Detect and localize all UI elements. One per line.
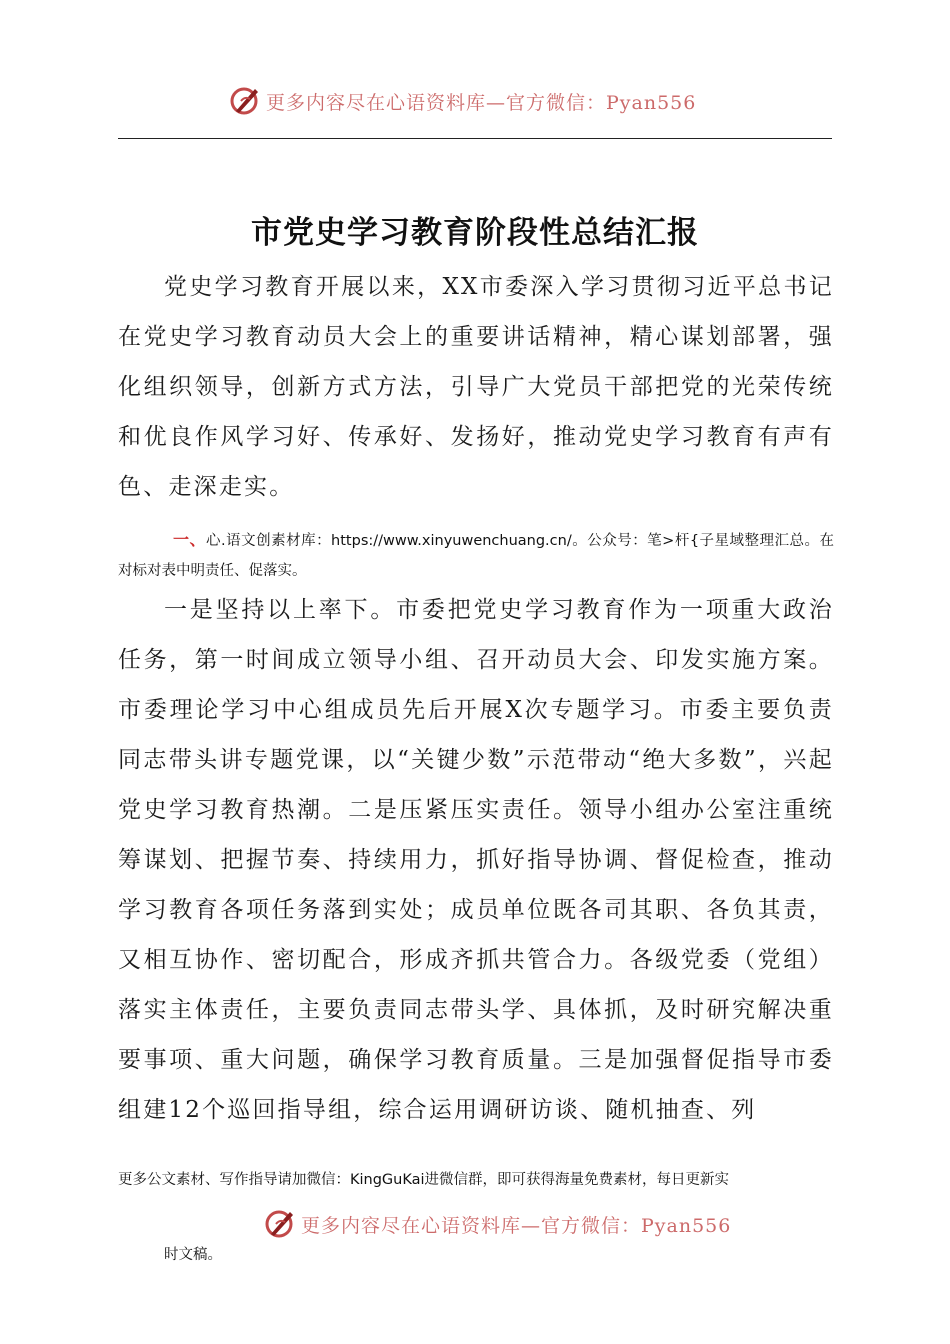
document-title: 市党史学习教育阶段性总结汇报	[251, 214, 699, 251]
section-heading-1	[118, 525, 834, 586]
section-number: 一、	[173, 530, 206, 549]
header-divider	[118, 138, 832, 139]
footer-note: 更多公文素材、写作指导请加微信：KingGuKai进微信群，即可获得海量免费素材，每日更新实	[118, 1172, 730, 1188]
footer-banner	[263, 1207, 731, 1241]
pen-logo-icon	[263, 1207, 297, 1241]
pen-logo-icon	[228, 84, 262, 118]
header-banner	[228, 84, 696, 118]
section-heading-text: 心.语文创素材库：https://www.xinyuwenchuang.cn/。公众号：笔>杆{子星域整理汇总。在对标对表中明责任、促落实。	[118, 533, 834, 579]
footer-banner-text: 更多内容尽在心语资料库—官方微信：Pyan556	[301, 1214, 732, 1237]
body-paragraph: 一是坚持以上率下。市委把党史学习教育作为一项重大政治任务，第一时间成立领导小组、召开动员大会、印发实施方案。市委理论学习中心组成员先后开展X次专题学习。市委主要负责同志带头讲专题党课，以“关键少数”示范带动“绝大多数”，兴起党史学习教育热潮。二是压紧压实责任。领导小组办公室注重统筹谋划、把握节奏、持续用力，抓好指导协调、督促检查，推动学习教育各项任务落到实处；成员单位既各司其职、各负其责，又相互协作、密切配合，形成齐抓共管合力。各级党委（党组）落实主体责任，主要负责同志带头学、具体抓，及时研究解决重要事项、重大问题，确保学习教育质量。三是加强督促指导市委组建12个巡回指导组，综合运用调研访谈、随机抽查、列	[118, 597, 834, 1123]
intro-paragraph: 党史学习教育开展以来，XX市委深入学习贯彻习近平总书记在党史学习教育动员大会上的重要讲话精神，精心谋划部署，强化组织领导，创新方式方法，引导广大党员干部把党的光荣传统和优良作风学习好、传承好、发扬好，推动党史学习教育有声有色、走深走实。	[118, 274, 834, 500]
footer-note-tail: 时文稿。	[164, 1247, 222, 1263]
header-banner-text: 更多内容尽在心语资料库—官方微信：Pyan556	[266, 91, 697, 114]
